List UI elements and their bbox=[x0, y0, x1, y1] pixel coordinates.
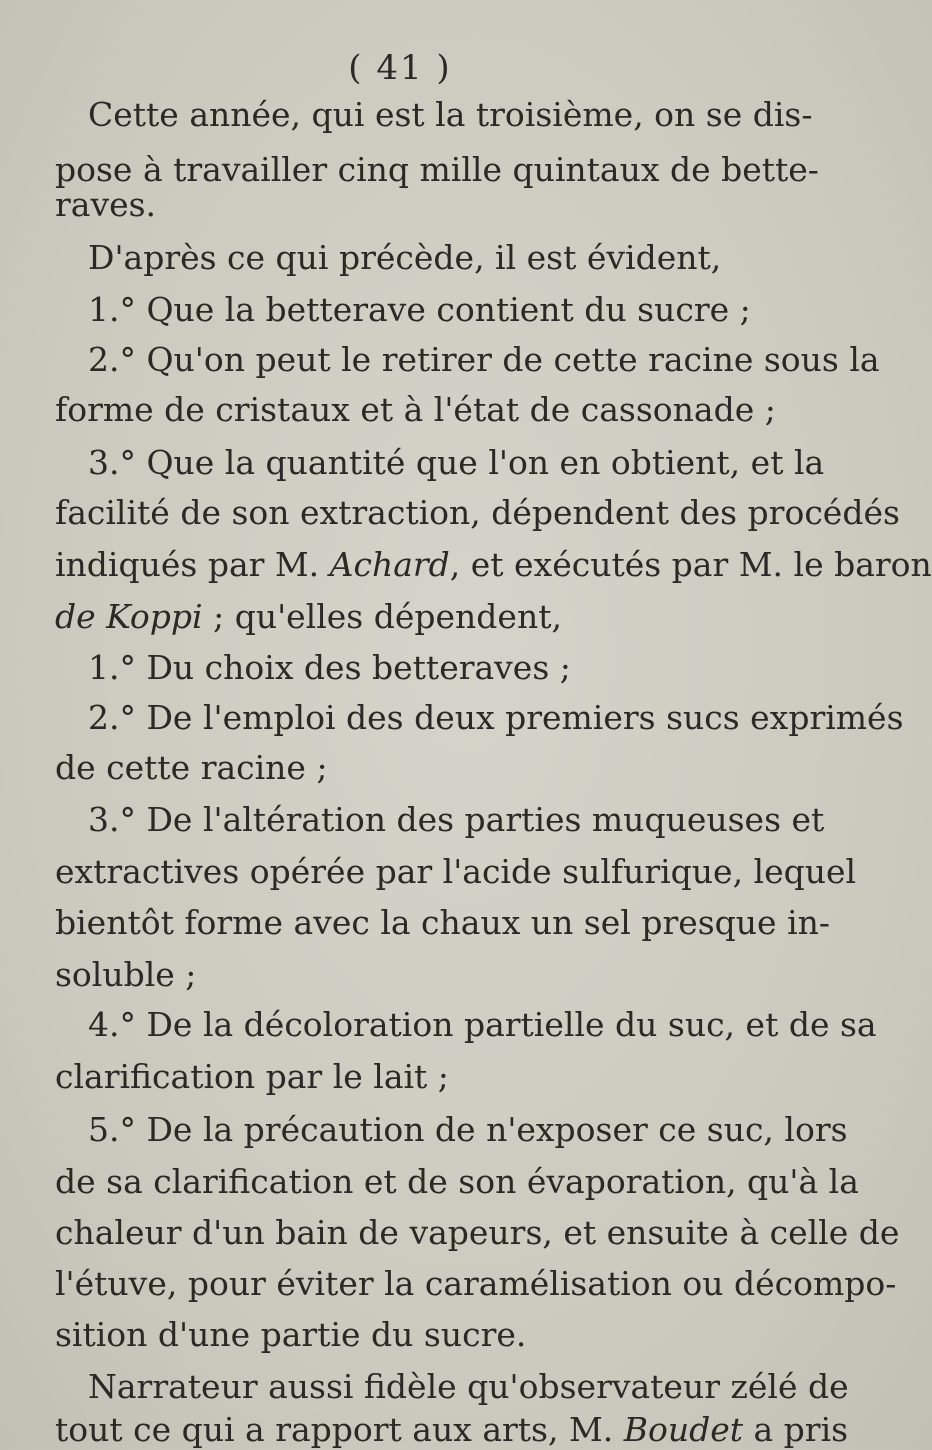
text-line: indiqués par M. Achard, et exécutés par M. le baron bbox=[55, 545, 932, 584]
text-line: de Koppi ; qu'elles dépendent, bbox=[55, 597, 562, 636]
text-line: chaleur d'un bain de vapeurs, et ensuite à celle de bbox=[55, 1213, 900, 1252]
text-line: sition d'une partie du sucre. bbox=[55, 1315, 527, 1354]
text-line: 3.° De l'altération des parties muqueuses et bbox=[88, 800, 825, 839]
text-line: Narrateur aussi fidèle qu'observateur zélé de bbox=[88, 1367, 849, 1406]
text-line: clarification par le lait ; bbox=[55, 1057, 449, 1096]
page-number: ( 41 ) bbox=[348, 48, 452, 88]
text-line: 2.° De l'emploi des deux premiers sucs exprimés bbox=[88, 698, 904, 737]
text-line: 1.° Du choix des betteraves ; bbox=[88, 648, 571, 687]
text-line: tout ce qui a rapport aux arts, M. Boudet a pris bbox=[55, 1410, 849, 1449]
text-line: Cette année, qui est la troisième, on se dis- bbox=[88, 95, 813, 134]
text-line: soluble ; bbox=[55, 955, 197, 994]
text-line: 5.° De la précaution de n'exposer ce suc, lors bbox=[88, 1110, 848, 1149]
text-line: l'étuve, pour éviter la caramélisation ou décompo- bbox=[55, 1264, 897, 1303]
text-line: 2.° Qu'on peut le retirer de cette racine sous la bbox=[88, 340, 880, 379]
text-line: bientôt forme avec la chaux un sel presque in- bbox=[55, 903, 831, 942]
text-line: de cette racine ; bbox=[55, 748, 328, 787]
text-line: 3.° Que la quantité que l'on en obtient, et la bbox=[88, 443, 825, 482]
text-line: D'après ce qui précède, il est évident, bbox=[88, 238, 722, 277]
text-line: 4.° De la décoloration partielle du suc, et de sa bbox=[88, 1005, 877, 1044]
text-line: de sa clarification et de son évaporation, qu'à la bbox=[55, 1162, 859, 1201]
text-line: facilité de son extraction, dépendent des procédés bbox=[55, 493, 900, 532]
text-line: forme de cristaux et à l'état de cassonade ; bbox=[55, 390, 776, 429]
text-line: pose à travailler cinq mille quintaux de bette- bbox=[55, 150, 819, 189]
text-line: extractives opérée par l'acide sulfurique, lequel bbox=[55, 852, 857, 891]
text-line: raves. bbox=[55, 185, 157, 224]
text-line: 1.° Que la betterave contient du sucre ; bbox=[88, 290, 751, 329]
